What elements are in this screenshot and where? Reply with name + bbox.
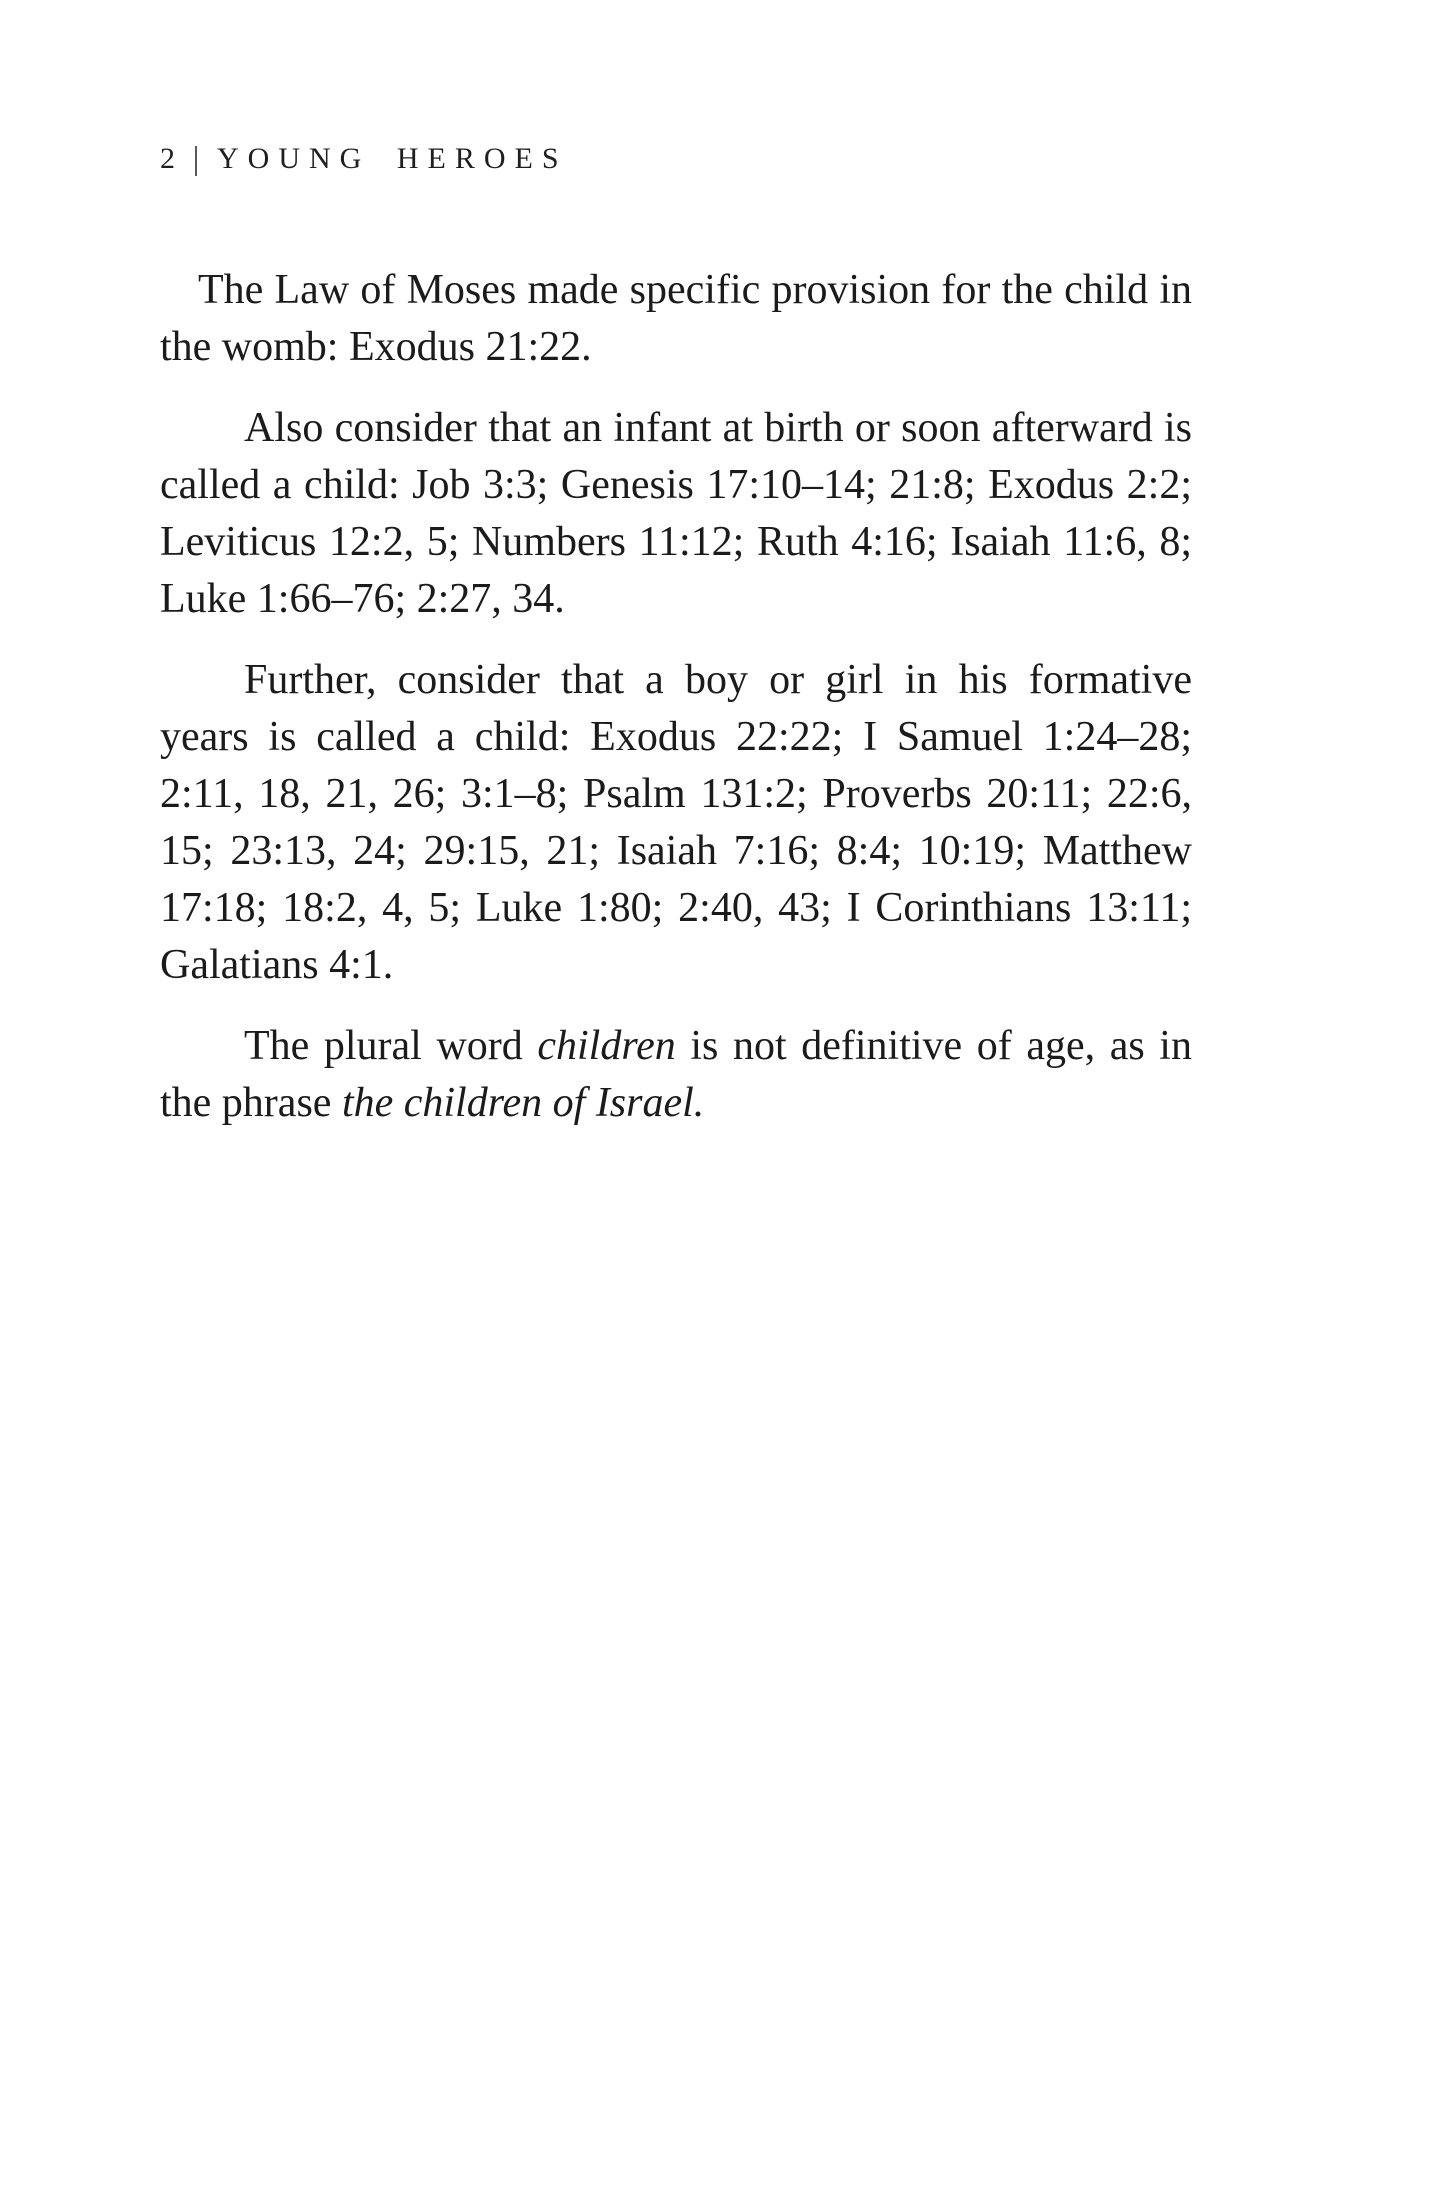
- header-separator: |: [193, 140, 200, 177]
- paragraph: [160, 1018, 1192, 1132]
- text-run: children: [537, 1023, 676, 1069]
- text-run: The Law of Moses made specific provision for the child in the womb: Exodus 21:22.: [160, 267, 1192, 370]
- text-run: is not definitive of age, as in the phrase: [160, 1023, 1192, 1126]
- paragraph: [160, 400, 1192, 628]
- page-number: 2: [160, 142, 175, 175]
- text-run: the children of Israel.: [341, 1080, 705, 1126]
- text-run: The plural word: [244, 1023, 538, 1069]
- book-title: YOUNG HEROES: [217, 142, 568, 175]
- body-text: [160, 262, 1192, 1132]
- paragraph: [160, 262, 1192, 376]
- text-run: Further, consider that a boy or girl in his formative years is called a child: Exodus 22:22; I Samuel 1:24–28; 2:11, 18, 21, 26; 3:1–8; Psalm 131:2; Proverbs 20:11; 22:6, 15; 23:13, 24; 29:15, 21; Isaiah 7:16; 8:4; 10:19; Matthew 17:18; 18:2, 4, 5; Luke 1:80; 2:40, 43; I Corinthians 13:11; Galatians 4:1.: [160, 657, 1192, 988]
- text-run: Also consider that an infant at birth or soon afterward is called a child: Job 3:3; Genesis 17:10–14; 21:8; Exodus 2:2; Leviticus 12:2, 5; Numbers 11:12; Ruth 4:16; Isaiah 11:6, 8; Luke 1:66–76; 2:27, 34.: [160, 405, 1192, 622]
- paragraph: [160, 652, 1192, 994]
- running-head: [160, 142, 568, 176]
